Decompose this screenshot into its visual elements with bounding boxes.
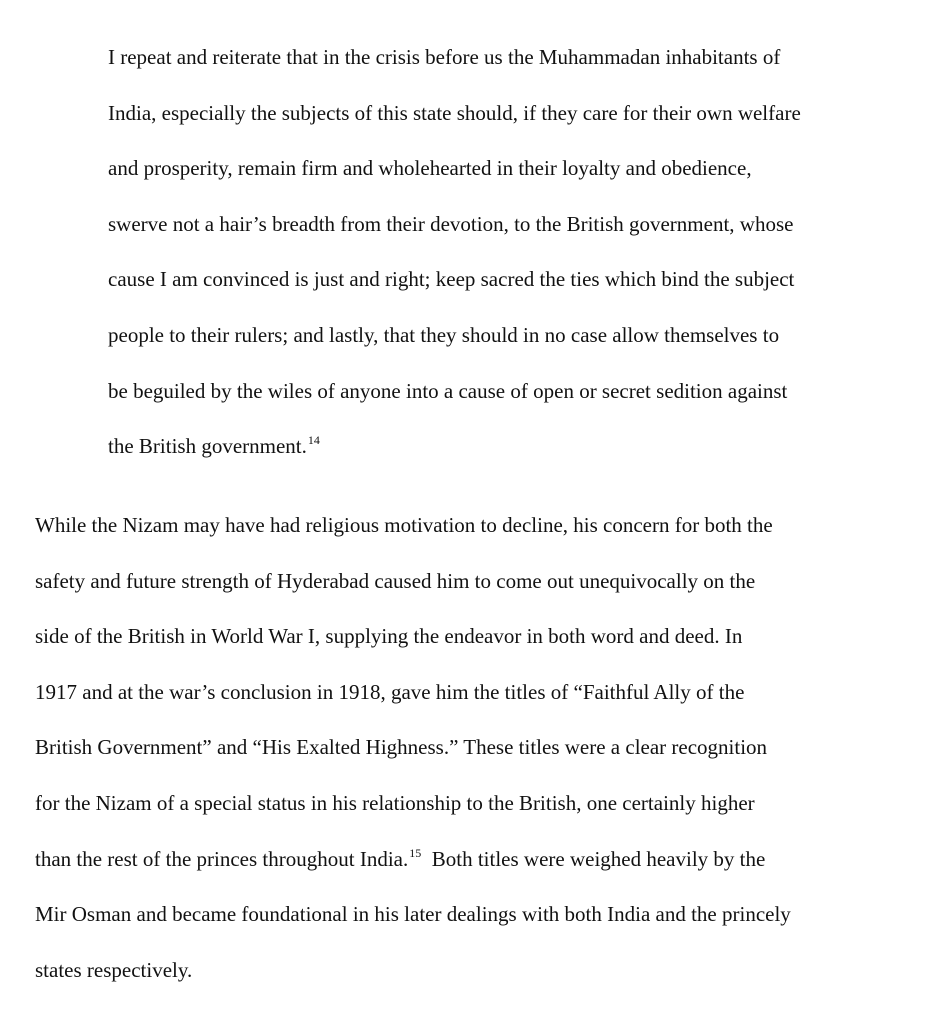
paragraph-line: Mir Osman and became foundational in his later dealings with both India and the princely [35, 902, 791, 927]
paragraph-line: While the Nizam may have had religious motivation to decline, his concern for both the [35, 513, 773, 537]
quote-line: people to their rulers; and lastly, that they should in no case allow themselves to [108, 322, 780, 347]
quote-line: be beguiled by the wiles of anyone into a cause of open or secret sedition against [108, 378, 788, 403]
paragraph-line: states respectively. [35, 957, 193, 982]
quote-line: India, especially the subjects of this state should, if they care for their own welfare [108, 100, 801, 125]
paragraph-line: safety and future strength of Hyderabad caused him to come out unequivocally on the [35, 568, 756, 593]
paragraph-line: British Government” and “His Exalted Highness.” These titles were a clear recognition [35, 735, 768, 760]
paragraph-line: 1917 and at the war’s conclusion in 1918, gave him the titles of “Faithful Ally of the [35, 679, 745, 704]
quote-line-text: the British government. [108, 434, 307, 459]
paragraph-line-text: than the rest of the princes throughout India. [35, 846, 409, 871]
quote-line-last [108, 419, 908, 475]
quote-line: cause I am convinced is just and right; keep sacred the ties which bind the subject [108, 267, 795, 292]
paragraph-line: for the Nizam of a special status in his relationship to the British, one certainly higher [35, 790, 755, 815]
quote-line: swerve not a hair’s breadth from their devotion, to the British government, whose [108, 211, 794, 236]
quote-line: and prosperity, remain firm and wholehearted in their loyalty and obedience, [108, 156, 752, 181]
block-quote [108, 30, 908, 475]
body-paragraph [35, 498, 915, 998]
footnote-ref-14: 14 [307, 433, 320, 448]
paragraph-line-text: Both titles were weighed heavily by the [421, 846, 766, 871]
paragraph-line-with-ref [35, 832, 915, 888]
quote-line: I repeat and reiterate that in the crisis before us the Muhammadan inhabitants of [108, 45, 781, 69]
paragraph-line: side of the British in World War I, supplying the endeavor in both word and deed. In [35, 624, 743, 649]
footnote-ref-15: 15 [409, 845, 422, 860]
